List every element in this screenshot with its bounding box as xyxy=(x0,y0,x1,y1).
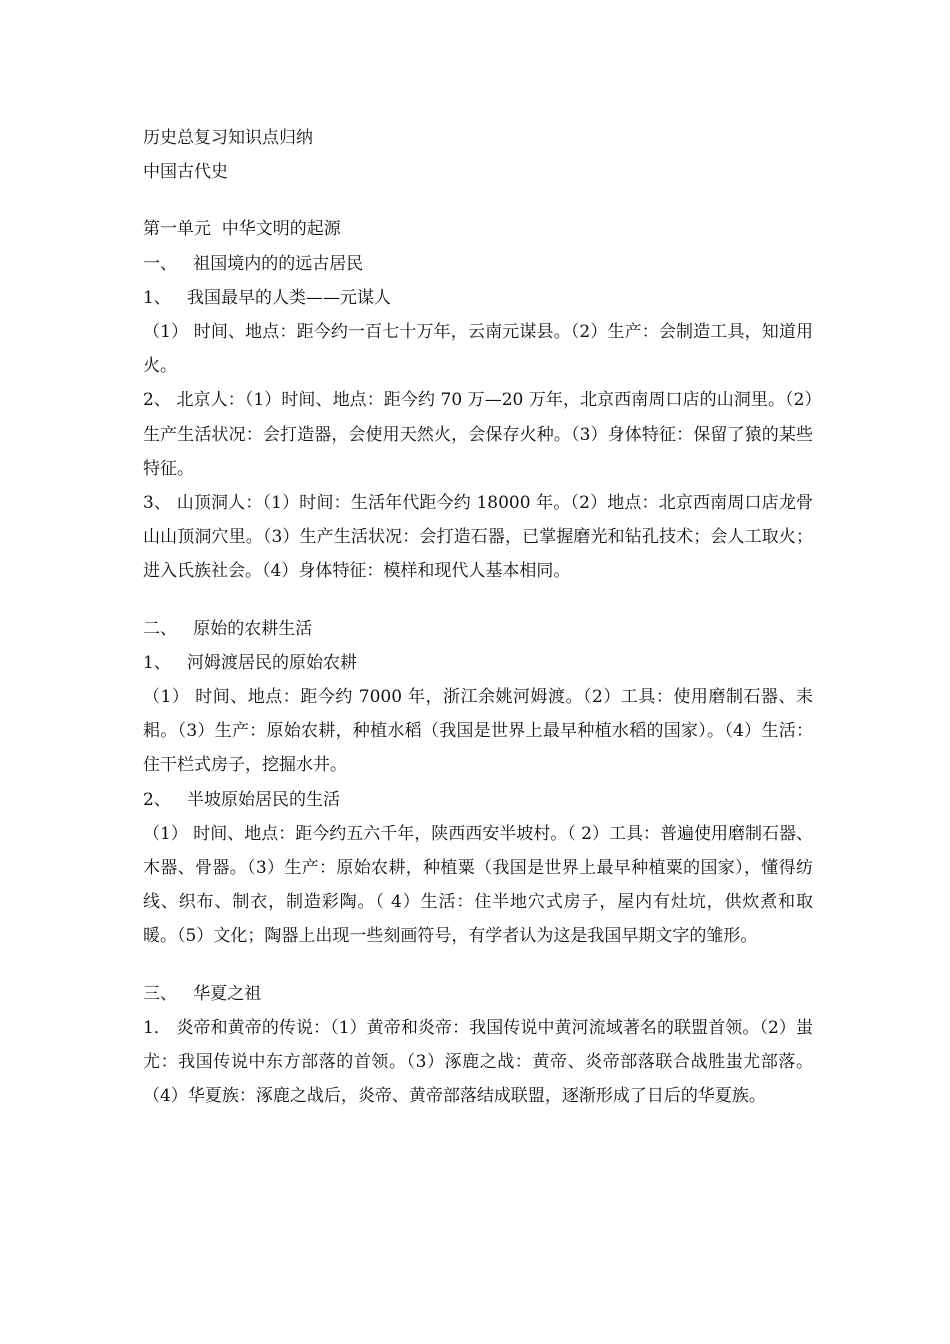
spacer xyxy=(143,189,813,212)
item-heading-2-1: 1、 河姆渡居民的原始农耕 xyxy=(143,652,358,673)
item-body-2-1: （1） 时间、地点：距今约 7000 年，浙江余姚河姆渡。（2）工具：使用磨制石器、耒耜。（3）生产：原始农耕，种植水稻（我国是世界上最早种植水稻的国家）。（4）生活：住干栏式房子，挖掘水井。 xyxy=(143,686,813,776)
document-page xyxy=(143,121,813,1113)
document-title: 历史总复习知识点归纳 xyxy=(143,128,313,148)
item-body-2-2: （1） 时间、地点：距今约五六千年，陕西西安半坡村。（ 2）工具：普遍使用磨制石器、木器、骨器。（3）生产：原始农耕，种植粟（我国是世界上最早种植粟的国家），懂得纺线、织布、制衣，制造彩陶。（ 4）生活：住半地穴式房子，屋内有灶坑，供炊煮和取暖。（5）文化；陶器上出现一些刻画符号，有学者认为这是我国早期文字的雏形。 xyxy=(143,823,813,947)
item-heading-2-2: 2、 半坡原始居民的生活 xyxy=(143,789,341,810)
section-heading-1: 一、 祖国境内的的远古居民 xyxy=(143,253,364,274)
document-subtitle: 中国古代史 xyxy=(143,162,228,183)
section-heading-2: 二、 原始的农耕生活 xyxy=(143,618,313,639)
spacer xyxy=(143,954,813,977)
item-body-3-1: 1． 炎帝和黄帝的传说：（1）黄帝和炎帝：我国传说中黄河流域著名的联盟首领。（2）蚩尤：我国传说中东方部落的首领。（3）涿鹿之战：黄帝、炎帝部落联合战胜蚩尤部落。（4）华夏族：涿鹿之战后，炎帝、黄帝部落结成联盟，逐渐形成了日后的华夏族。 xyxy=(143,1017,813,1107)
section-heading-3: 三、 华夏之祖 xyxy=(143,983,262,1004)
spacer xyxy=(143,589,813,612)
item-heading-1-1: 1、 我国最早的人类——元谋人 xyxy=(143,287,392,308)
item-body-1-2: 2、 北京人：（1）时间、地点：距今约 70 万—20 万年，北京西南周口店的山洞里。（2）生产生活状况：会打造器，会使用天然火，会保存火种。（3）身体特征：保留了猿的某些特征。 xyxy=(143,390,813,479)
unit-heading: 第一单元 中华文明的起源 xyxy=(143,219,341,240)
item-body-1-1: （1） 时间、地点：距今约一百七十万年，云南元谋县。（2）生产：会制造工具，知道用火。 xyxy=(143,321,813,377)
item-body-1-3: 3、 山顶洞人：（1）时间：生活年代距今约 18000 年。（2）地点：北京西南周口店龙骨山山顶洞穴里。（3）生产生活状况：会打造石器，已掌握磨光和钻孔技术；会人工取火；进入氏族社会。（4）身体特征：模样和现代人基本相同。 xyxy=(143,492,813,582)
